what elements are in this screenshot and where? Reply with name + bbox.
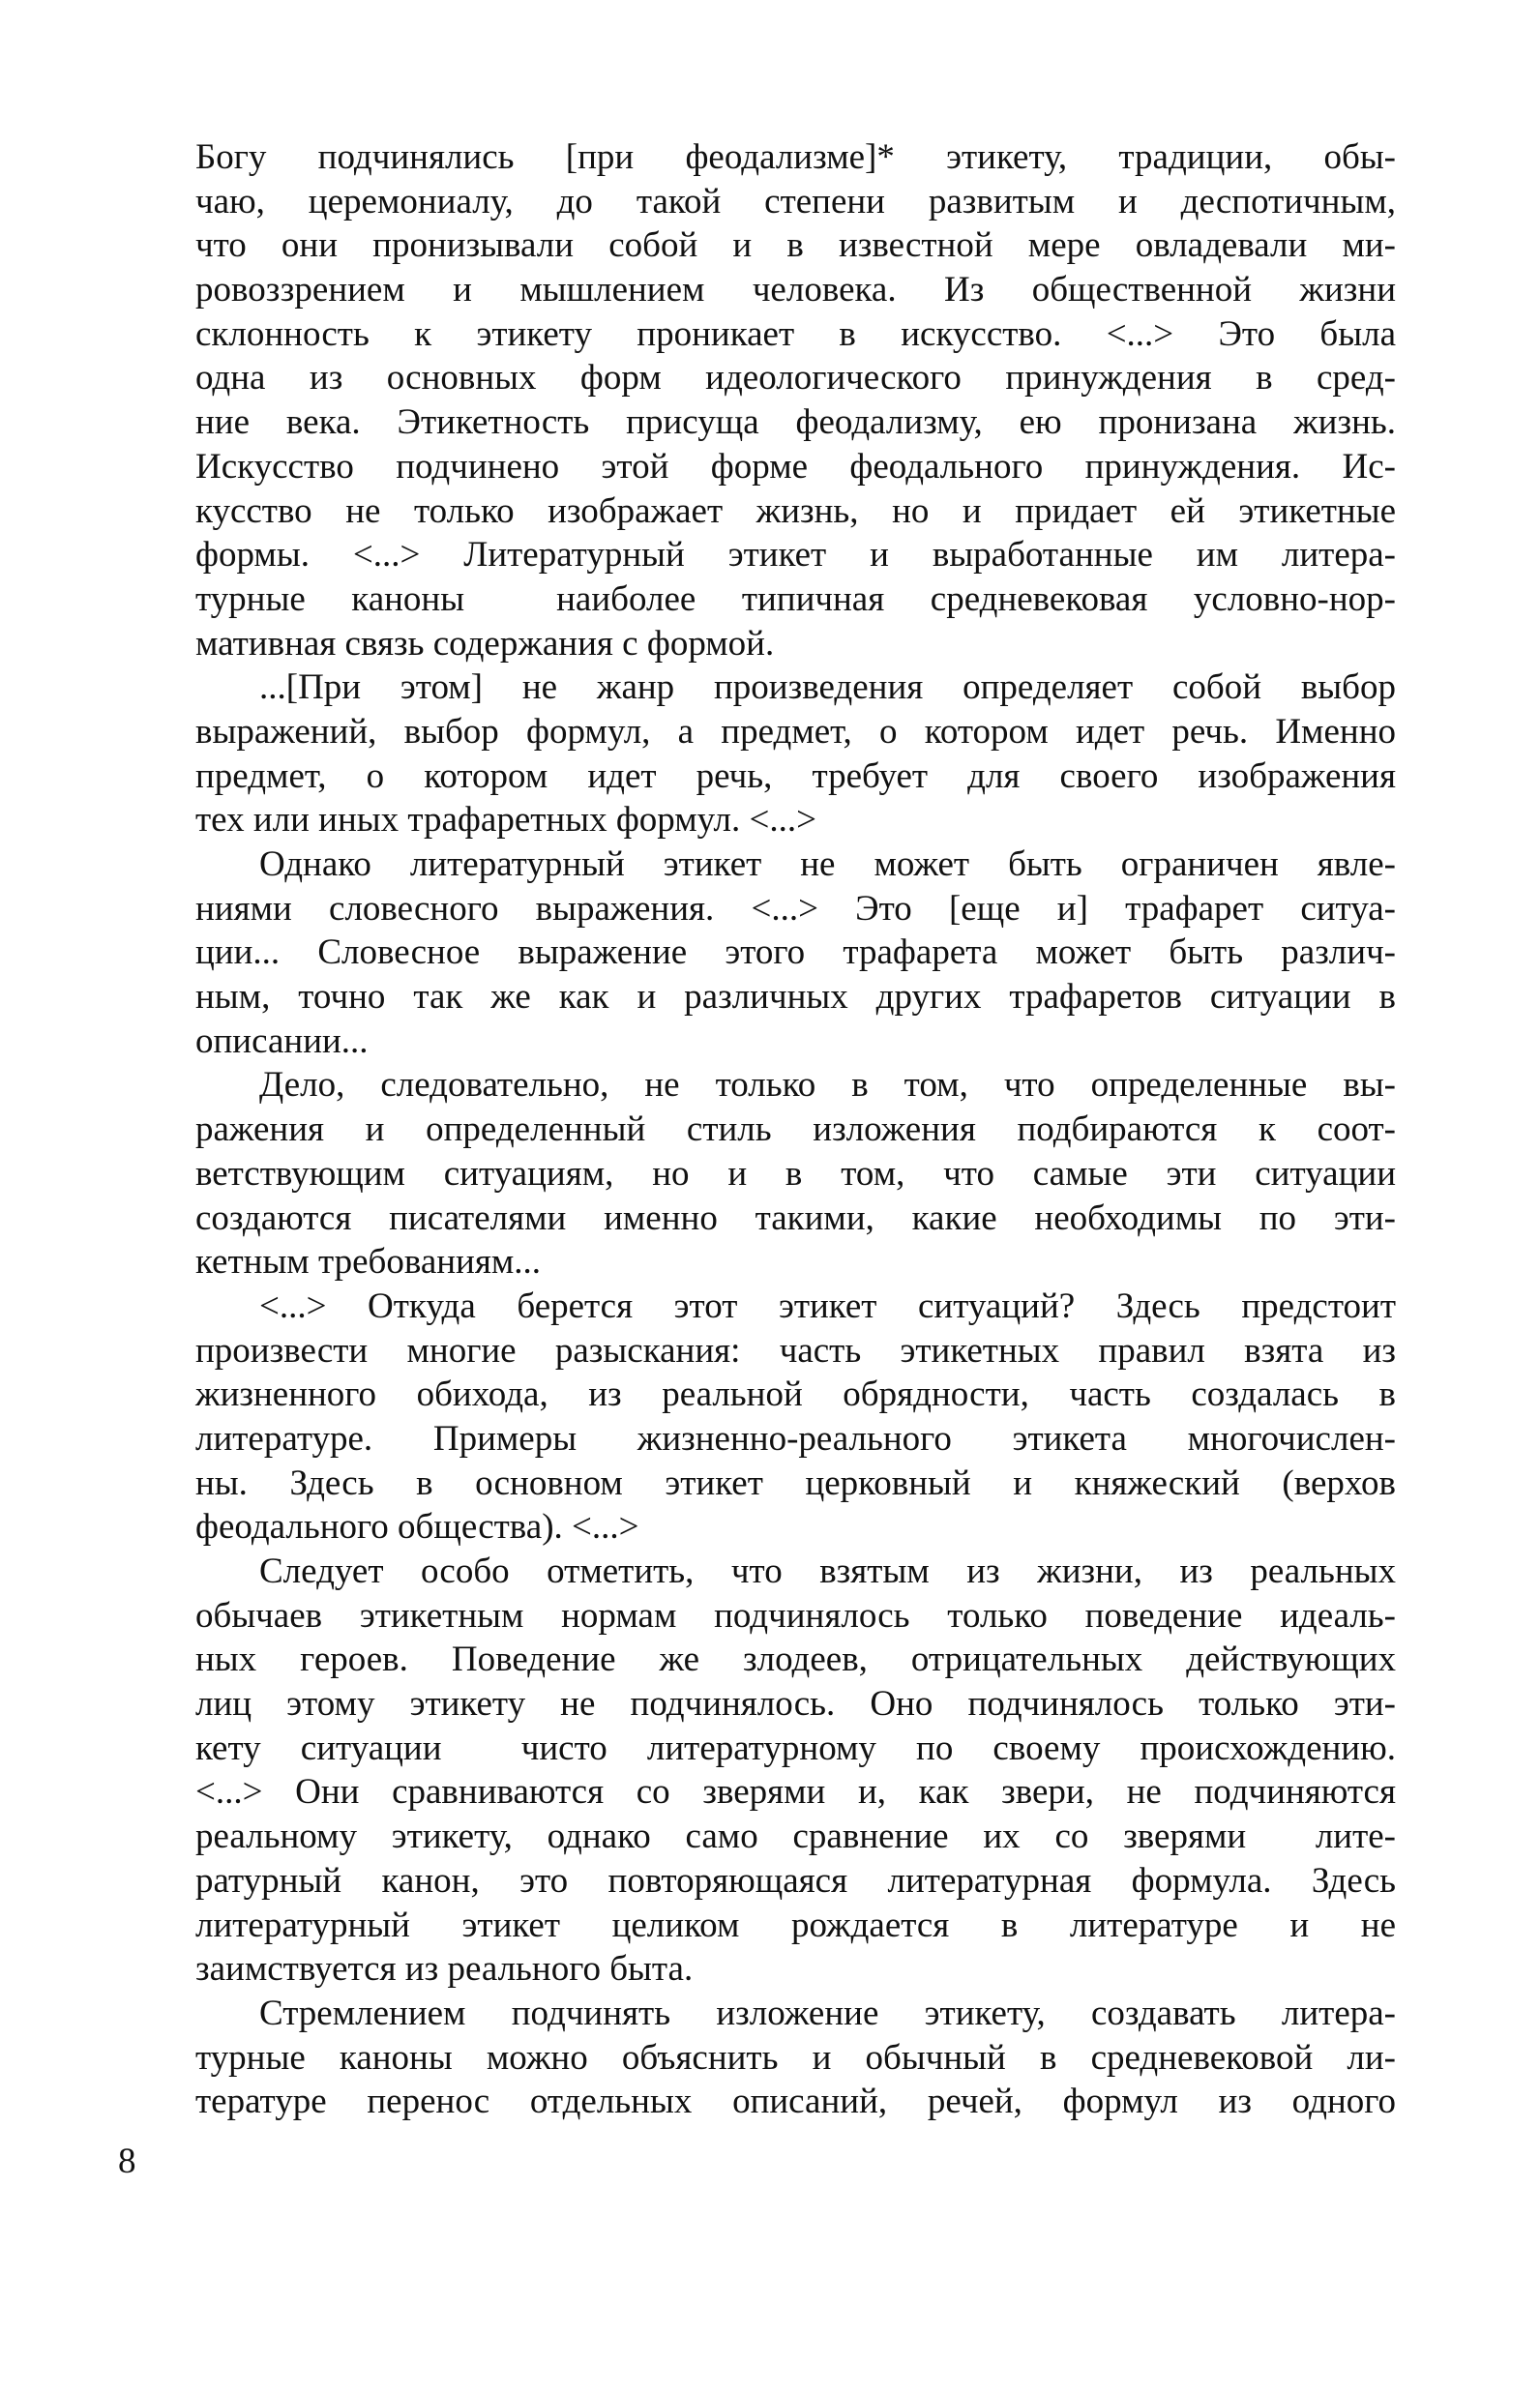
text-line: ции... Словесное выражение этого трафарета может быть различ- bbox=[195, 932, 1396, 973]
text-line: ветствующим ситуациям, но и в том, что самые эти ситуации bbox=[195, 1153, 1396, 1194]
text-line: ны. Здесь в основном этикет церковный и княжеский (верхов bbox=[195, 1463, 1396, 1503]
text-line: лиц этому этикету не подчинялось. Оно подчинялось только эти- bbox=[195, 1684, 1396, 1725]
text-line: литературе. Примеры жизненно-реального этикета многочислен- bbox=[195, 1418, 1396, 1459]
text-line: ражения и определенный стиль изложения подбираются к соот- bbox=[195, 1109, 1396, 1150]
body-text bbox=[195, 135, 1396, 2124]
text-line: предмет, о котором идет речь, требует для своего изображения bbox=[195, 755, 1396, 796]
text-line: жизненного обихода, из реальной обрядности, часть создалась в bbox=[195, 1374, 1396, 1415]
text-line: описании... bbox=[195, 1020, 369, 1061]
text-line: произвести многие разыскания: часть этикетных правил взята из bbox=[195, 1330, 1396, 1371]
text-line: тературе перенос отдельных описаний, речей, формул из одного bbox=[195, 2082, 1396, 2122]
text-line: ным, точно так же как и различных других трафаретов ситуации в bbox=[195, 977, 1396, 1018]
text-line: одна из основных форм идеологического принуждения в сред- bbox=[195, 358, 1396, 399]
text-line: формы. <...> Литературный этикет и выработанные им литера- bbox=[195, 535, 1396, 576]
paragraph bbox=[195, 1992, 1396, 2124]
text-line: склонность к этикету проникает в искусство. <...> Это была bbox=[195, 313, 1396, 354]
paragraph bbox=[195, 1550, 1396, 1992]
text-line: создаются писателями именно такими, какие необходимы по эти- bbox=[195, 1197, 1396, 1238]
text-line: литературный этикет целиком рождается в литературе и не bbox=[195, 1905, 1396, 1945]
text-line: <...> Откуда берется этот этикет ситуаций? Здесь предстоит bbox=[259, 1286, 1396, 1326]
text-line: Искусство подчинено этой форме феодального принуждения. Ис- bbox=[195, 446, 1396, 487]
text-line: кетным требованиям... bbox=[195, 1242, 542, 1283]
text-line: Богу подчинялись [при феодализме]* этикету, традиции, обы- bbox=[195, 137, 1396, 177]
text-line: ниями словесного выражения. <...> Это [еще и] трафарет ситуа- bbox=[195, 888, 1396, 929]
paragraph bbox=[195, 842, 1396, 1063]
text-line: чаю, церемониалу, до такой степени развитым и деспотичным, bbox=[195, 181, 1396, 222]
text-line: феодального общества). <...> bbox=[195, 1507, 639, 1548]
text-line: <...> Они сравниваются со зверями и, как звери, не подчиняются bbox=[195, 1772, 1396, 1813]
text-line: Однако литературный этикет не может быть ограничен явле- bbox=[259, 844, 1396, 884]
text-line: Следует особо отметить, что взятым из жизни, из реальных bbox=[259, 1552, 1396, 1591]
paragraph bbox=[195, 1285, 1396, 1550]
text-line: ние века. Этикетность присуща феодализму, ею пронизана жизнь. bbox=[195, 402, 1396, 443]
text-line: ровоззрением и мышлением человека. Из общественной жизни bbox=[195, 270, 1396, 310]
text-line: Дело, следовательно, не только в том, что определенные вы- bbox=[259, 1065, 1396, 1106]
text-line: ных героев. Поведение же злодеев, отрицательных действующих bbox=[195, 1640, 1396, 1680]
text-line: кету ситуации чисто литературному по своему происхождению. bbox=[195, 1728, 1396, 1768]
text-line: Стремлением подчинять изложение этикету, создавать литера- bbox=[259, 1993, 1396, 2033]
text-line: мативная связь содержания с формой. bbox=[195, 623, 775, 664]
text-line: кусство не только изображает жизнь, но и придает ей этикетные bbox=[195, 490, 1396, 531]
text-line: реальному этикету, однако само сравнение их со зверями лите- bbox=[195, 1817, 1396, 1857]
text-line: ...[При этом] не жанр произведения определяет собой выбор bbox=[259, 667, 1396, 708]
text-line: выражений, выбор формул, а предмет, о котором идет речь. Именно bbox=[195, 711, 1396, 752]
text-line: турные каноны наиболее типичная средневековая условно-нор- bbox=[195, 578, 1396, 619]
page-number: 8 bbox=[118, 2142, 136, 2181]
paragraph bbox=[195, 1063, 1396, 1284]
text-line: ратурный канон, это повторяющаяся литературная формула. Здесь bbox=[195, 1860, 1396, 1901]
text-line: обычаев этикетным нормам подчинялось только поведение идеаль- bbox=[195, 1595, 1396, 1636]
text-line: турные каноны можно объяснить и обычный в средневековой ли- bbox=[195, 2037, 1396, 2078]
paragraph bbox=[195, 135, 1396, 665]
text-line: что они пронизывали собой и в известной мере овладевали ми- bbox=[195, 225, 1396, 266]
paragraph bbox=[195, 665, 1396, 842]
text-line: заимствуется из реального быта. bbox=[195, 1949, 694, 1990]
text-line: тех или иных трафаретных формул. <...> bbox=[195, 800, 816, 841]
